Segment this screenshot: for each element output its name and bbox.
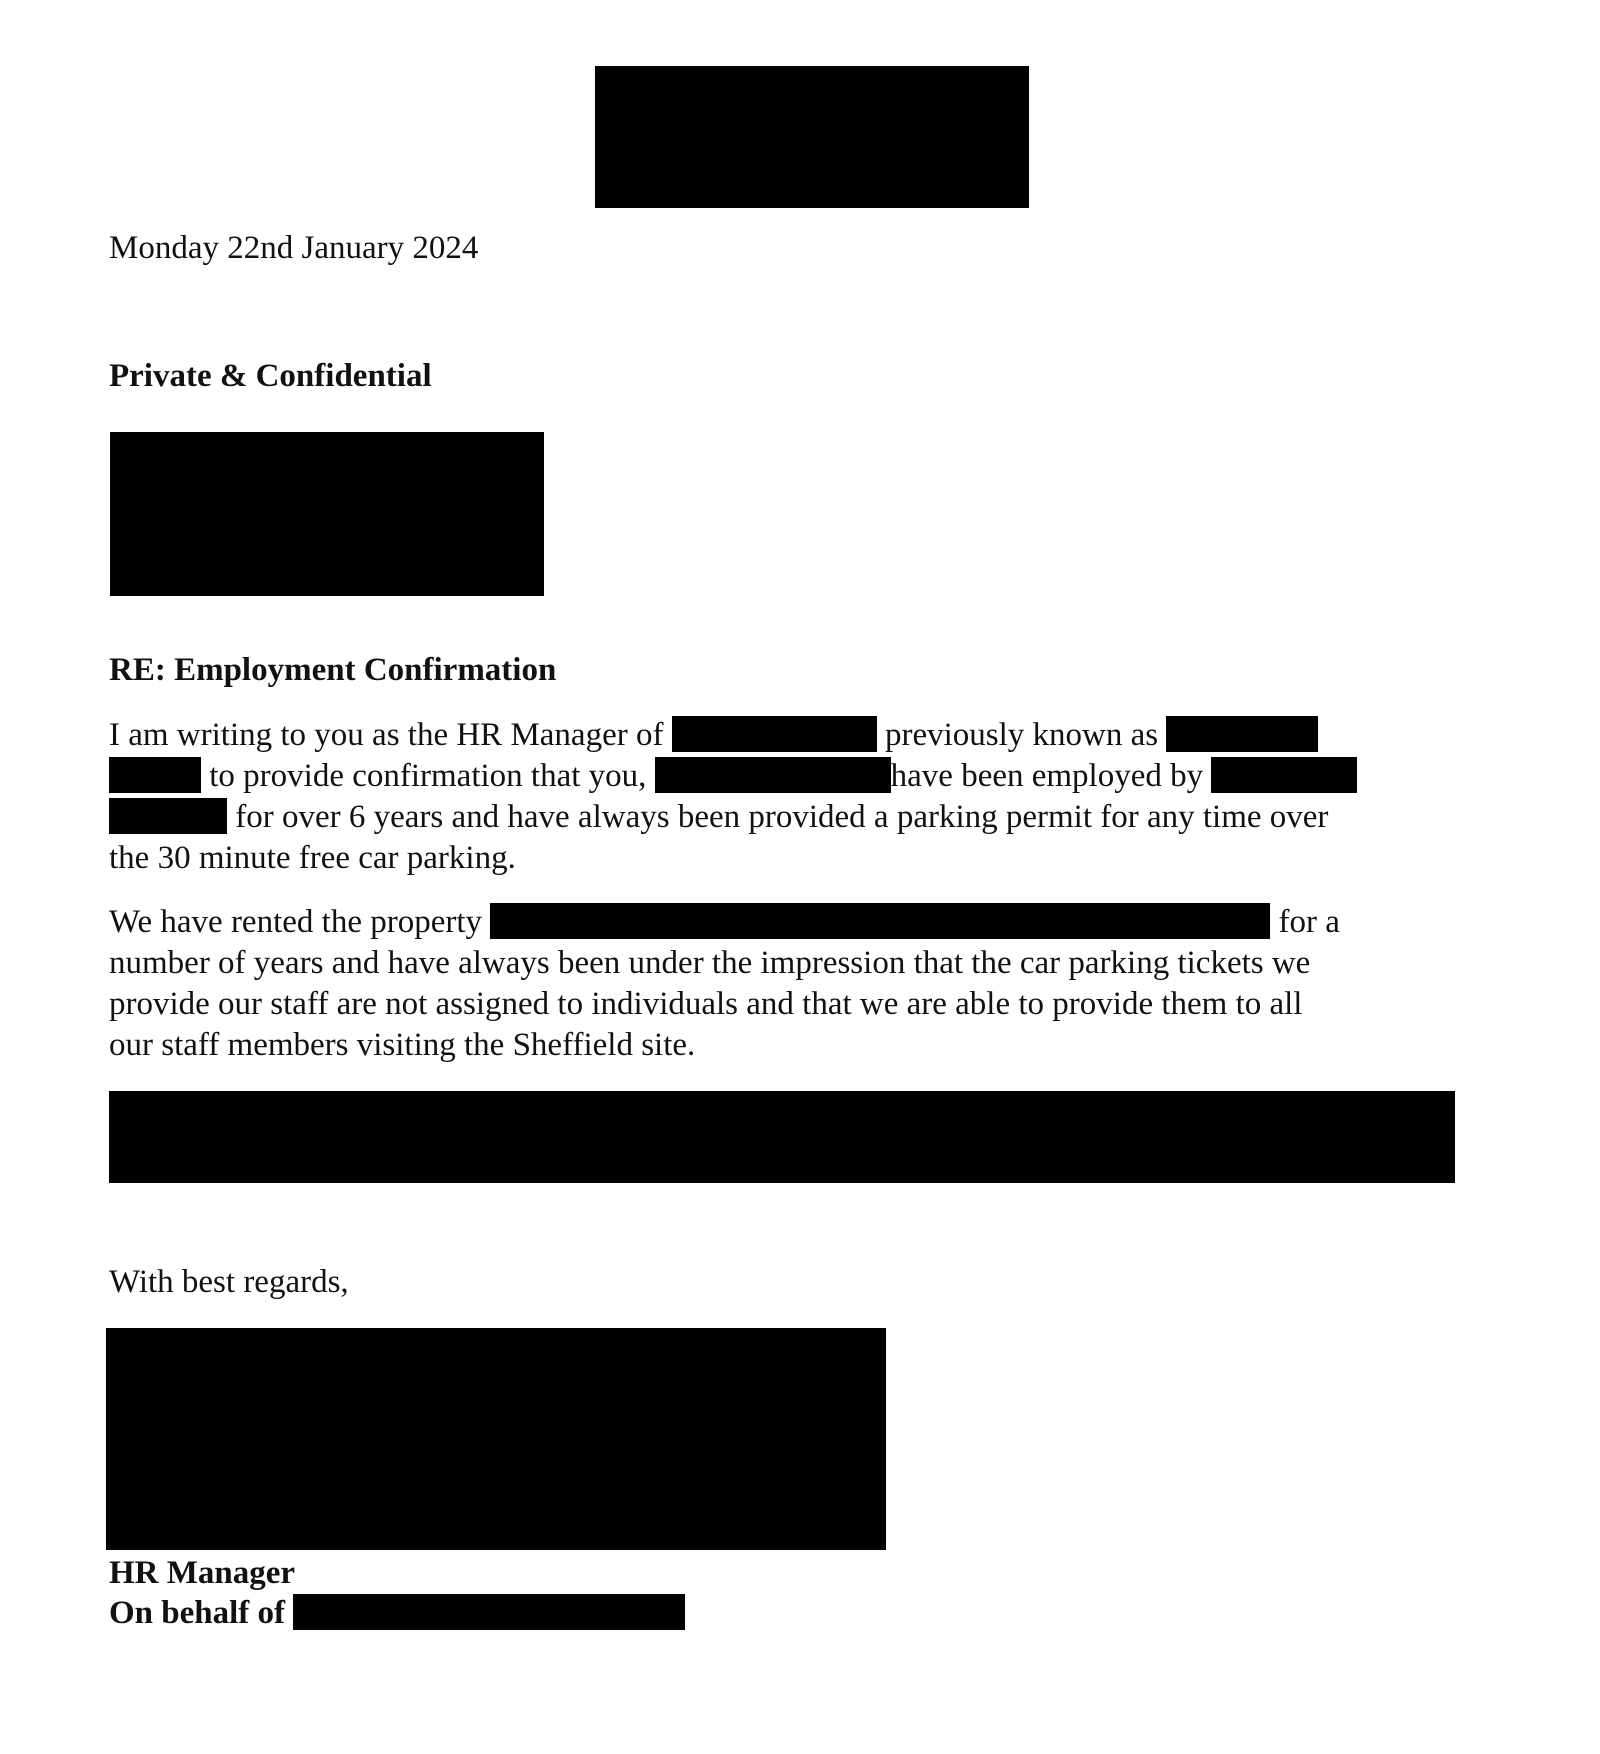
paragraph-property [109,902,1469,1066]
redacted-employer-name-cont [109,798,227,834]
closing-salutation: With best regards, [109,1264,349,1300]
paragraph-employment [109,715,1469,879]
redacted-property-address [490,903,1270,939]
text-fragment: We have rented the property [109,904,483,940]
redacted-former-name-cont [109,757,201,793]
letter-date: Monday 22nd January 2024 [109,230,479,266]
text-fragment: On behalf of [109,1595,286,1631]
subject-line: RE: Employment Confirmation [109,652,557,688]
text-fragment: I am writing to you as the HR Manager of [109,717,664,753]
text-fragment: previously known as [884,717,1159,753]
paragraph-line [109,943,1469,984]
redacted-former-name [1166,716,1318,752]
redacted-letterhead [595,66,1029,208]
redacted-employer-name [1211,757,1357,793]
signoff-title: HR Manager [109,1555,296,1591]
text-fragment: to provide confirmation that you, [209,758,647,794]
paragraph-line [109,902,1469,943]
text-fragment: for a [1278,904,1340,940]
paragraph-line [109,756,1469,797]
paragraph-line [109,838,1469,879]
paragraph-line [109,797,1469,838]
paragraph-line [109,984,1469,1025]
paragraph-line [109,715,1469,756]
paragraph-line [109,1025,1469,1066]
signoff-on-behalf [109,1593,685,1633]
redacted-recipient-address [110,432,544,596]
text-fragment: provide our staff are not assigned to individuals and that we are able to provide them to all [109,986,1303,1022]
text-fragment: for over 6 years and have always been provided a parking permit for any time over [235,799,1329,835]
text-fragment: number of years and have always been under the impression that the car parking tickets we [109,945,1311,981]
redacted-paragraph [109,1091,1455,1183]
text-fragment: the 30 minute free car parking. [109,840,516,876]
redacted-company-name [672,716,877,752]
text-fragment: our staff members visiting the Sheffield site. [109,1027,696,1063]
text-fragment: have been employed by [890,758,1204,794]
confidential-heading: Private & Confidential [109,358,432,394]
redacted-signature [106,1328,886,1550]
redacted-employee-name [655,757,891,793]
redacted-company-signoff [293,1594,685,1630]
